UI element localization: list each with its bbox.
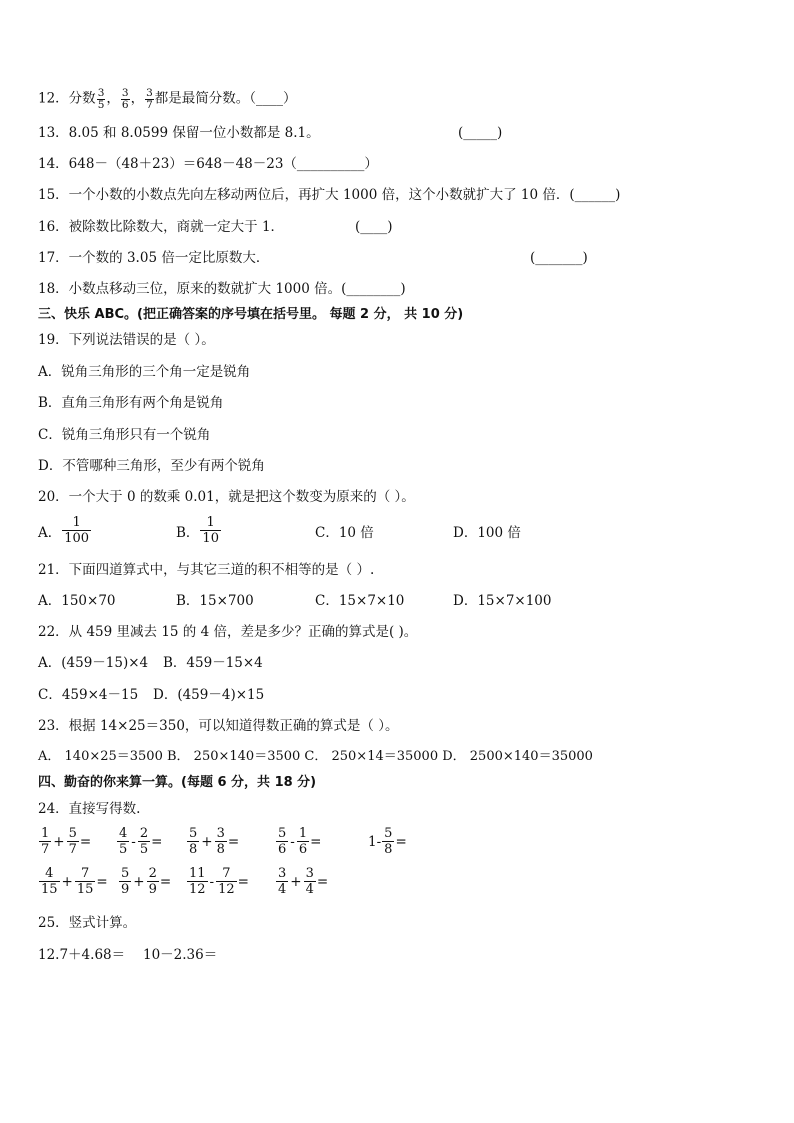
q12-fraction-2: $\frac{3}{6}$	[121, 87, 129, 111]
q22-option-c[interactable]: C．459×4－15	[38, 687, 139, 703]
q12-fraction-3: $\frac{3}{7}$	[146, 87, 153, 111]
q24-expr-2: $\frac{4}{5}$ - $\frac{2}{5}$ =	[119, 826, 163, 857]
question-20-stem: 20．一个大于 0 的数乘 0.01，就是把这个数变为原来的（ ）。	[38, 489, 415, 505]
q20-option-b[interactable]: B． $\frac{1}{10}$	[176, 515, 219, 546]
q25-expression-2: 10－2.36＝	[143, 947, 218, 963]
q21-option-b[interactable]: B．15×700	[176, 593, 254, 609]
q12-prefix: 12．分数	[38, 90, 96, 107]
q24-expr-4: $\frac{5}{6}$ - $\frac{1}{6}$ =	[278, 826, 322, 857]
q24-expr-5: 1- $\frac{5}{8}$ =	[368, 826, 407, 857]
fraction: $\frac{3}{4}$	[305, 866, 314, 897]
q20-option-a-fraction: $\frac{1}{100}$	[64, 515, 90, 546]
q20-option-c[interactable]: C．10 倍	[315, 525, 374, 541]
q21-option-a[interactable]: A．150×70	[38, 593, 116, 609]
q22-option-d[interactable]: D．(459－4)×15	[153, 687, 265, 703]
question-12: 12．分数 $\frac{3}{5}$ ， $\frac{3}{6}$ ， $\frac{3}{7}$ 都是最简分数。（____）	[38, 87, 297, 111]
section-4-title: 四、勤奋的你来算一算。(每题 6 分，共 18 分)	[38, 775, 317, 790]
q19-option-a[interactable]: A．锐角三角形的三个角一定是锐角	[38, 364, 251, 380]
fraction: $\frac{11}{12}$	[189, 866, 206, 897]
question-22-stem: 22．从 459 里减去 15 的 4 倍，差是多少？正确的算式是( )。	[38, 624, 418, 640]
fraction: $\frac{4}{5}$	[119, 826, 128, 857]
q23-options[interactable]: A． 140×25＝3500 B． 250×140＝3500 C． 250×14＝35000 D． 2500×140＝35000	[38, 749, 593, 764]
question-14: 14．648－（48＋23）＝648－48－23（__________）	[38, 156, 378, 172]
fraction: $\frac{7}{15}$	[76, 866, 94, 897]
q22-option-b[interactable]: B．459－15×4	[163, 655, 263, 671]
fraction: $\frac{5}{7}$	[68, 826, 77, 857]
q24-expr-1: $\frac{1}{7}$ + $\frac{5}{7}$ =	[41, 826, 92, 857]
section-3-title: 三、快乐 ABC。(把正确答案的序号填在括号里。 每题 2 分， 共 10 分)	[38, 307, 464, 322]
fraction: $\frac{3}{8}$	[216, 826, 225, 857]
fraction: $\frac{1}{6}$	[298, 826, 308, 857]
q24-expr-7: $\frac{5}{9}$ + $\frac{2}{9}$ =	[121, 866, 172, 897]
q24-expr-8: $\frac{11}{12}$ - $\frac{7}{12}$ =	[189, 866, 249, 897]
question-25-stem: 25．竖式计算。	[38, 915, 137, 931]
fraction: $\frac{5}{8}$	[189, 826, 198, 857]
q12-suffix: 都是最简分数。（____）	[154, 90, 297, 107]
question-13: 13．8.05 和 8.0599 保留一位小数都是 8.1。	[38, 125, 320, 141]
question-15: 15．一个小数的小数点先向左移动两位后，再扩大 1000 倍，这个小数就扩大了 10 倍．(______)	[38, 187, 621, 203]
fraction: $\frac{2}{5}$	[139, 826, 149, 857]
q21-option-d[interactable]: D．15×7×100	[453, 593, 552, 609]
q19-option-d[interactable]: D．不管哪种三角形，至少有两个锐角	[38, 458, 265, 474]
question-17: 17．一个数的 3.05 倍一定比原数大．	[38, 250, 270, 266]
question-23-stem: 23．根据 14×25＝350，可以知道得数正确的算式是（ ）。	[38, 718, 399, 734]
fraction: $\frac{5}{6}$	[278, 826, 287, 857]
q25-expression-1: 12.7＋4.68＝	[38, 947, 126, 963]
q16-answer-blank[interactable]: (____)	[355, 219, 393, 235]
q24-expr-9: $\frac{3}{4}$ + $\frac{3}{4}$ =	[278, 866, 329, 897]
fraction: $\frac{7}{12}$	[218, 866, 235, 897]
q20-option-a[interactable]: A． $\frac{1}{100}$	[38, 515, 90, 546]
fraction: $\frac{4}{15}$	[41, 866, 58, 897]
q19-option-b[interactable]: B．直角三角形有两个角是锐角	[38, 395, 224, 411]
q20-option-b-fraction: $\frac{1}{10}$	[202, 515, 219, 546]
q19-option-c[interactable]: C．锐角三角形只有一个锐角	[38, 427, 211, 443]
q22-option-a[interactable]: A．(459－15)×4	[38, 655, 149, 671]
q20-option-d[interactable]: D．100 倍	[453, 525, 521, 541]
q12-fraction-1: $\frac{3}{5}$	[97, 87, 105, 111]
question-18: 18．小数点移动三位，原来的数就扩大 1000 倍。(________)	[38, 281, 406, 297]
q21-option-c[interactable]: C．15×7×10	[315, 593, 405, 609]
question-21-stem: 21．下面四道算式中，与其它三道的积不相等的是（ ）.	[38, 562, 375, 578]
q17-answer-blank[interactable]: (_______)	[530, 250, 588, 266]
fraction: $\frac{5}{9}$	[121, 866, 130, 897]
fraction: $\frac{1}{7}$	[41, 826, 50, 857]
q24-expr-6: $\frac{4}{15}$ + $\frac{7}{15}$ =	[41, 866, 108, 897]
fraction: $\frac{5}{8}$	[384, 826, 393, 857]
fraction: $\frac{2}{9}$	[148, 866, 157, 897]
question-19-stem: 19．下列说法错误的是（ ）。	[38, 332, 215, 348]
q13-answer-blank[interactable]: (_____)	[458, 125, 503, 141]
question-24-stem: 24．直接写得数.	[38, 801, 141, 817]
question-16: 16．被除数比除数大，商就一定大于 1．	[38, 219, 285, 235]
q24-expr-3: $\frac{5}{8}$ + $\frac{3}{8}$ =	[189, 826, 240, 857]
fraction: $\frac{3}{4}$	[278, 866, 287, 897]
